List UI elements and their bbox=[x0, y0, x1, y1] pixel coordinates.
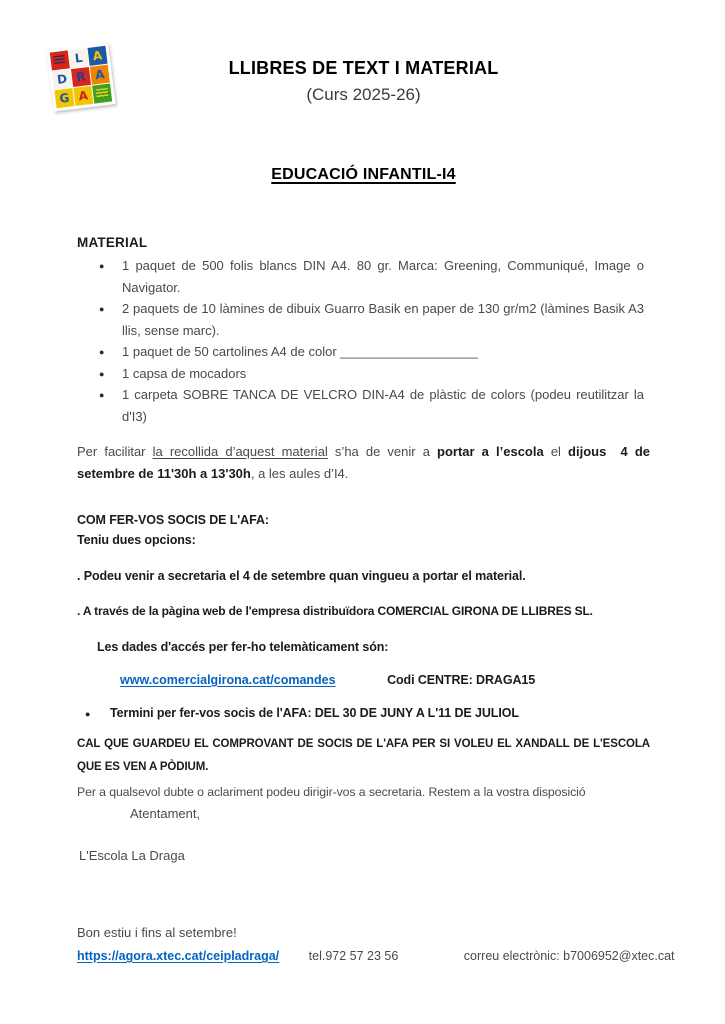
footer bbox=[77, 923, 675, 966]
afa-deadline: ● Termini per fer-vos socis de l'AFA: DEL 30 DE JUNY A L'11 DE JULIOL bbox=[77, 704, 650, 722]
logo-tile: A bbox=[90, 65, 110, 85]
afa-link-line bbox=[77, 671, 650, 689]
logo-tile: D bbox=[52, 69, 72, 89]
footer-email: correu electrònic: b7006952@xtec.cat bbox=[463, 949, 675, 963]
school-website-link[interactable]: https://agora.xtec.cat/ceipladraga/ bbox=[77, 949, 280, 963]
warning-text: CAL QUE GUARDEU EL COMPROVANT DE SOCIS DE L'AFA PER SI VOLEU EL XANDALL DE L'ESCOLA QUE ES VEN A PÒDIUM. bbox=[77, 738, 650, 773]
material-item-text: 1 carpeta SOBRE TANCA DE VELCRO DIN-A4 de plàstic de colors (podeu reutilitzar la d'I3) bbox=[122, 387, 644, 424]
footer-contact-line bbox=[77, 946, 675, 966]
document-subtitle: (Curs 2025-26) bbox=[306, 85, 421, 104]
afa-option-secretaria: . Podeu venir a secretaria el 4 de setembre quan vingueu a portar el material. bbox=[77, 569, 526, 583]
afa-access-intro: Les dades d'accés per fer-ho telemàticament són: bbox=[97, 640, 389, 654]
material-item-text: 1 paquet de 500 folis blancs DIN A4. 80 gr. Marca: Greening, Communiqué, Image o Navigator. bbox=[122, 258, 644, 295]
afa-heading: COM FER-VOS SOCIS DE L'AFA: bbox=[77, 513, 269, 527]
material-heading: MATERIAL bbox=[77, 235, 148, 250]
material-item-text: 2 paquets de 10 làmines de dibuix Guarro Basik en paper de 130 gr/m2 (làmines Basik A3 llis, sense marc). bbox=[122, 301, 644, 338]
closing-salutation: Atentament, bbox=[130, 806, 201, 821]
afa-subheading: Teniu dues opcions: bbox=[77, 533, 196, 547]
document-title: LLIBRES DE TEXT I MATERIAL bbox=[228, 58, 499, 78]
material-item bbox=[77, 255, 644, 298]
logo-tile: L bbox=[69, 48, 89, 68]
logo-tile: G bbox=[54, 88, 74, 108]
footer-farewell: Bon estiu i fins al setembre! bbox=[77, 925, 237, 940]
logo-tile: A bbox=[73, 86, 93, 106]
material-item bbox=[77, 298, 644, 341]
logo-tile bbox=[92, 84, 112, 104]
delivery-instructions: Per facilitar la recollida d’aquest material s’ha de venir a portar a l’escola el dijous 4 de setembre de 11'30h a 13'30h, a les aules d’I4. bbox=[77, 444, 650, 481]
material-item-text: 1 capsa de mocadors bbox=[122, 365, 247, 381]
comercialgirona-link[interactable]: www.comercialgirona.cat/comandes bbox=[120, 673, 336, 687]
material-item bbox=[77, 363, 644, 385]
material-item-text: 1 paquet de 50 cartolines A4 de color ___________________ bbox=[122, 344, 478, 359]
material-item bbox=[77, 341, 644, 363]
logo-tile: A bbox=[88, 46, 108, 66]
logo-tile bbox=[50, 50, 70, 70]
centre-code: Codi CENTRE: DRAGA15 bbox=[387, 673, 536, 687]
footer-phone: tel.972 57 23 56 bbox=[308, 949, 399, 963]
section-title: EDUCACIÓ INFANTIL-I4 bbox=[271, 166, 456, 183]
material-list bbox=[77, 255, 650, 427]
logo-grid bbox=[50, 46, 112, 108]
closing-text: Per a qualsevol dubte o aclariment podeu dirigir-vos a secretaria. Restem a la vostra disposició bbox=[77, 785, 586, 799]
logo-tile: R bbox=[71, 67, 91, 87]
signature: L'Escola La Draga bbox=[79, 848, 185, 863]
afa-option-web: . A través de la pàgina web de l'empresa distribuïdora COMERCIAL GIRONA DE LLIBRES SL. bbox=[77, 604, 593, 618]
school-logo bbox=[46, 42, 115, 111]
material-item bbox=[77, 384, 644, 427]
